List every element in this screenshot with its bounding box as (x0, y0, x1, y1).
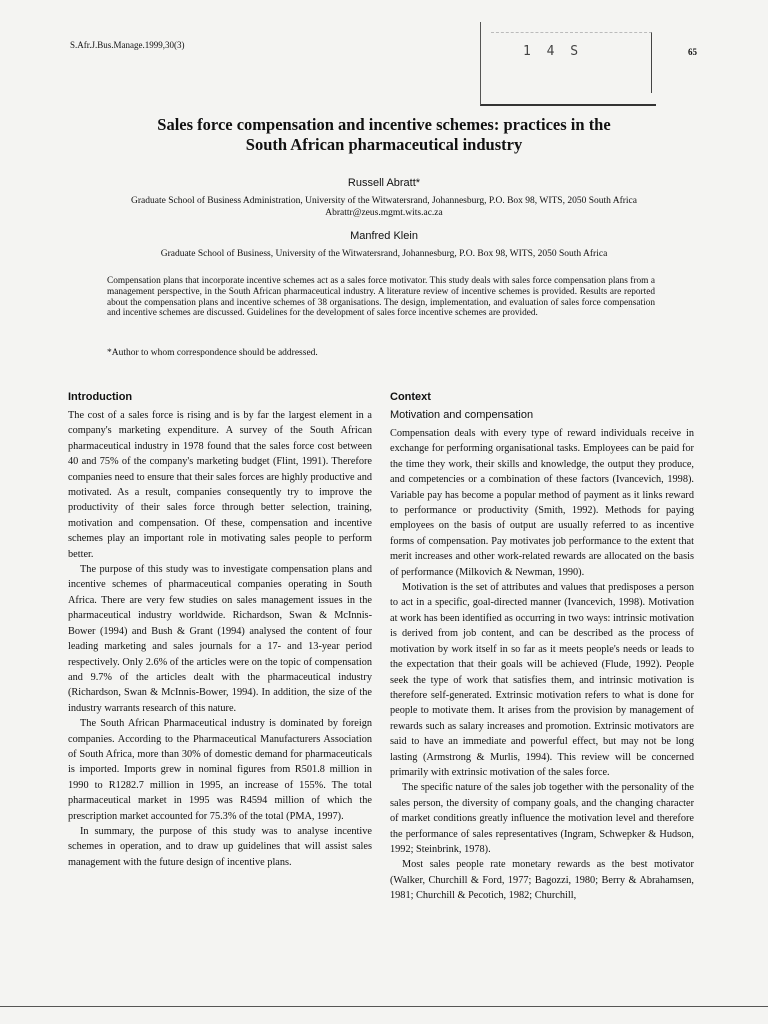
right-column (390, 390, 694, 904)
author-affiliation-2: Graduate School of Business, University of the Witwatersrand, Johannesburg, P.O. Box 98, WITS, 2050 South Africa (160, 249, 608, 259)
section-heading-context: Context (390, 391, 431, 403)
left-column (68, 390, 372, 870)
library-stamp (480, 22, 656, 106)
title-line-1: Sales force compensation and incentive schemes: practices in the (157, 115, 611, 134)
paragraph: The cost of a sales force is rising and is by far the largest element in a company's marketing expenditure. A survey of the South African pharmaceutical industry in 1978 found that the sales force cost between 40 and 75% of the company's marketing budget (Flint, 1991). Therefore companies need to ensure that their sales forces are highly productive and motivated. As a result, companies consequently try to improve the productivity of their sales force through better selection, training, motivation and compensation. Of these, compensation and incentive schemes play an important role in motivating sales people to perform better. (68, 410, 372, 560)
title-line-2: South African pharmaceutical industry (245, 135, 523, 154)
paragraph: Motivation is the set of attributes and values that predisposes a person to act in a specific, goal-directed manner (Ivancevich, 1998). Motivation at work has been identified as occurring in two ways: intrinsic motivation is derived from job content, and can be described as the process of motivation by work itself in so far as it meets people's needs or leads to the expectation that their goals will be achieved (Flude, 1992). People seek the type of work that satisfies them, and intrinsic motivation is therefore self-generated. Extrinsic motivation refers to what is done for people to motivate them. It arises from the provision by management of rewards such as salary increases and promotion. Extrinsic motivators are said to have an immediate and powerful effect, but may not be long lasting (Armstrong & Murlis, 1994). This review will be concerned primarily with extrinsic motivation of the sales force. (390, 582, 694, 778)
author-email-1: Abrattr@zeus.mgmt.wits.ac.za (325, 208, 443, 218)
author-name-1: Russell Abratt* (347, 177, 421, 189)
subsection-heading: Motivation and compensation (390, 409, 534, 421)
paragraph: The purpose of this study was to investigate compensation plans and incentive schemes of pharmaceutical companies operating in South Africa. There are very few studies on sales management issues in the pharmaceutical industry worldwide. Richardson, Swan & McInnis-Bower (1994) and Bush & Grant (1994) analysed the content of four leading marketing and sales journals for a 17- and 13-year period respectively. Only 2.6% of the articles were on the topic of compensation and 9.7% of the articles dealt with the pharmaceutical industry (Richardson, Swan & McInnis-Bower, 1994). In addition, the size of the industry warrants research of this nature. (68, 564, 372, 714)
page-number: 65 (688, 47, 697, 57)
paragraph: Compensation deals with every type of reward individuals receive in exchange for performing organisational tasks. Employees can be paid for the time they work, their skills and knowledge, the output they produce, and competencies or a combination of these factors (Ivancevich, 1998). Variable pay has become a popular method of payment as it links reward to performance or productivity (Smith, 1992). Methods for paying employees on the basis of output are usually referred to as incentive forms of compensation. Pay motivates job performance to the extent that merit increases and other work-related rewards are allocated on the basis of performance (Milkovich & Newman, 1990). (390, 428, 694, 578)
stamp-text: 1 4 S (523, 44, 583, 59)
article-title (100, 115, 668, 155)
journal-reference: S.Afr.J.Bus.Manage.1999,30(3) (70, 40, 185, 50)
author-name-2: Manfred Klein (350, 230, 418, 242)
correspondence-footnote: *Author to whom correspondence should be addressed. (107, 348, 318, 358)
author-affiliation-1: Graduate School of Business Administration, University of the Witwatersrand, Johannesburg, P.O. Box 98, WITS, 2050 South Africa (131, 196, 637, 206)
paragraph: The specific nature of the sales job together with the personality of the sales person, the diversity of company goals, and the changing character of market conditions greatly influence the motivation level and therefore the performance of sales representatives (Ingram, Schwepker & Hudson, 1992; Steinbrink, 1978). (390, 782, 694, 855)
abstract: Compensation plans that incorporate incentive schemes act as a sales force motivator. This study deals with sales force compensation plans from a management perspective, in the South African pharmaceutical industry. A literature review of incentive schemes is provided. Results are reported about the compensation plans and incentive schemes of 38 organisations. The design, implementation, and evaluation of sales force compensation and incentive schemes are discussed. Guidelines for the development of sales force incentive schemes are provided. (107, 276, 655, 319)
section-heading-introduction: Introduction (68, 391, 133, 403)
page-bottom-rule (0, 1006, 768, 1007)
paragraph: In summary, the purpose of this study was to analyse incentive schemes in operation, and to draw up guidelines that will assist sales management with the future design of incentive plans. (68, 825, 372, 868)
paragraph: Most sales people rate monetary rewards as the best motivator (Walker, Churchill & Ford, 1977; Bagozzi, 1980; Berry & Abrahamsen, 1981; Churchill & Pecotich, 1982; Churchill, (390, 859, 694, 902)
paragraph: The South African Pharmaceutical industry is dominated by foreign companies. According to the Pharmaceutical Manufacturers Association of South Africa, more than 30% of domestic demand for pharmaceuticals is imported. Imports grew in nominal figures from R501.8 million in 1990 to R1282.7 million in 1995, an increase of 155%. The total pharmaceutical market in 1995 was R4594 million of which the prescription market accounted for 75.3% of the total (PMA, 1997). (68, 718, 372, 822)
stamp-frame (491, 32, 652, 93)
